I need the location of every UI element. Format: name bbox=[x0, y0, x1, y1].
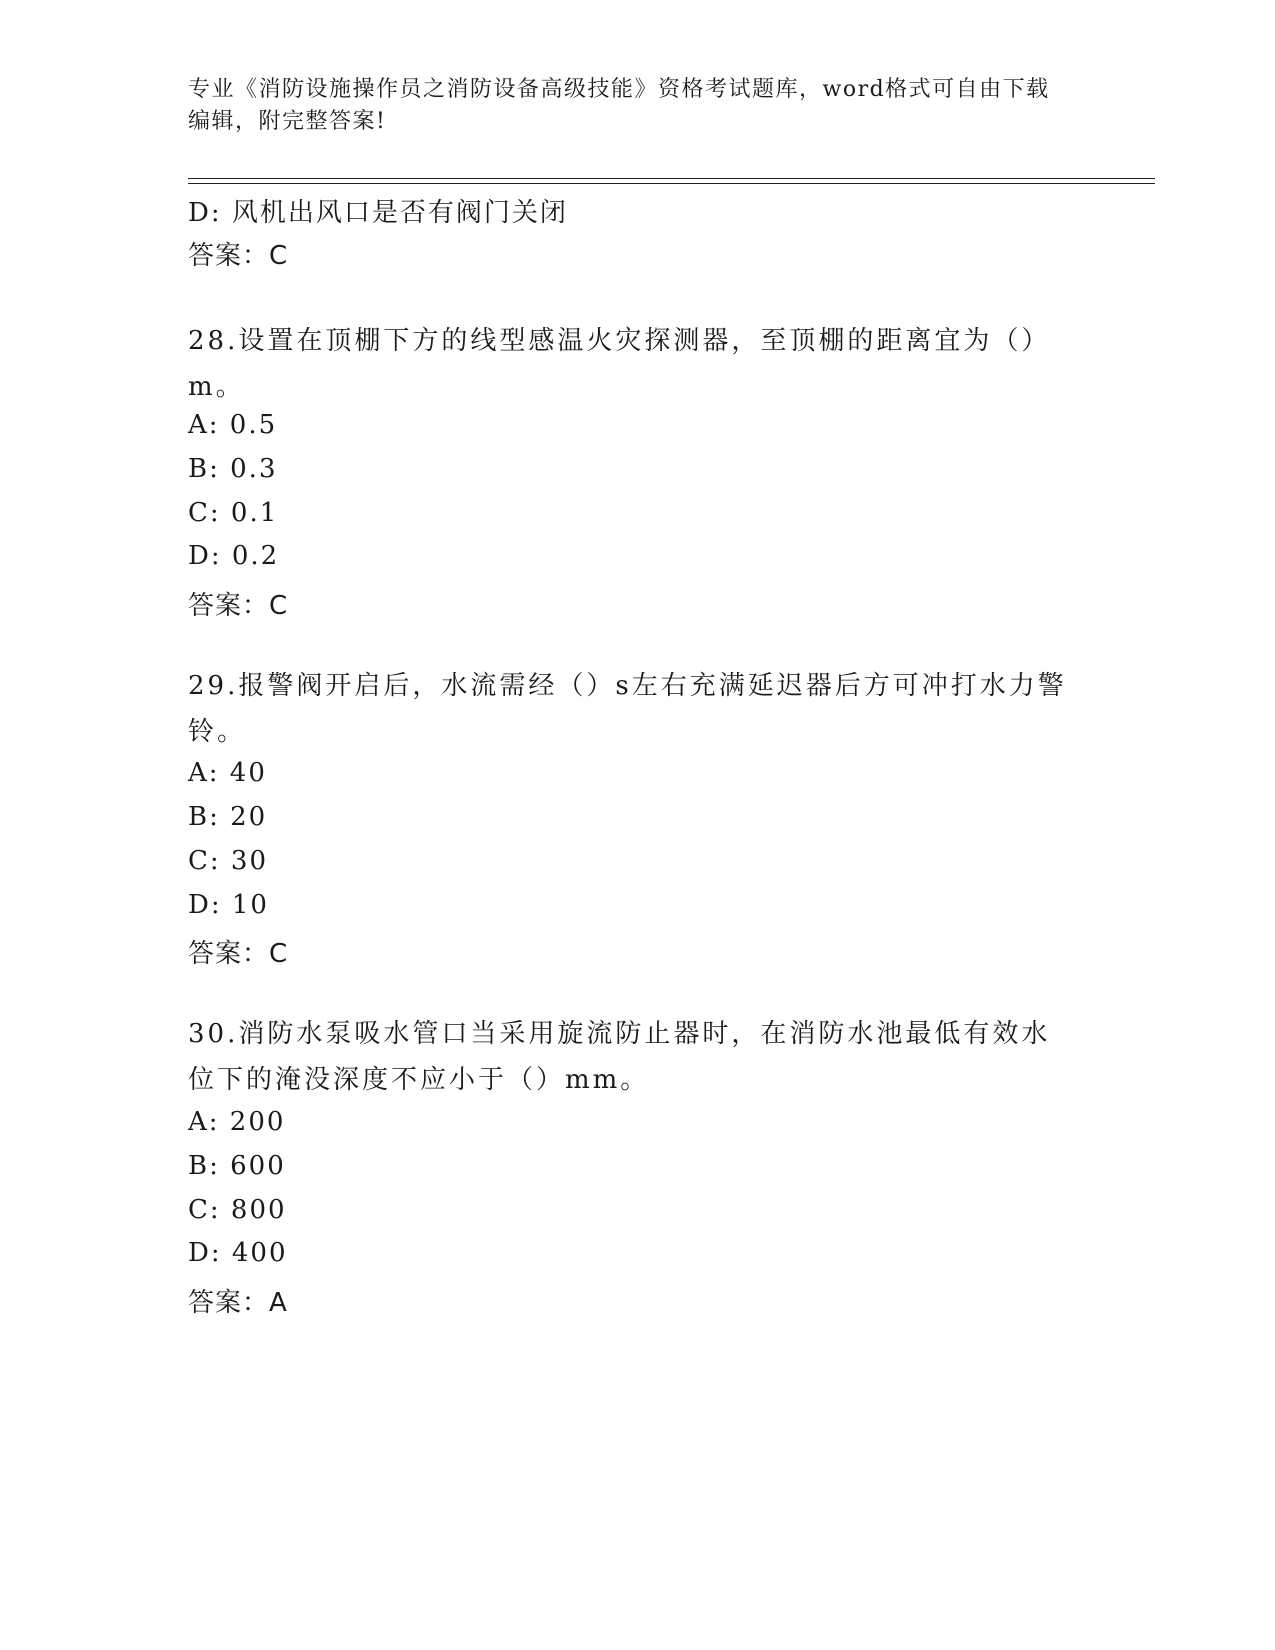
q28-answer: 答案：C bbox=[188, 591, 289, 621]
q28-stem: 28.设置在顶棚下方的线型感温火灾探测器，至顶棚的距离宜为（）m。 bbox=[188, 326, 1051, 402]
q30-answer: 答案：A bbox=[188, 1288, 288, 1318]
prev-answer: 答案：C bbox=[188, 241, 289, 271]
q30-stem: 30.消防水泵吸水管口当采用旋流防止器时，在消防水池最低有效水位下的淹没深度不应小于（）mm。 bbox=[188, 1019, 1051, 1095]
q30-option-b: B: 600 bbox=[188, 1151, 286, 1181]
q29-stem: 29.报警阀开启后，水流需经（）s左右充满延迟器后方可冲打水力警铃。 bbox=[188, 671, 1067, 747]
q30-option-d: D: 400 bbox=[188, 1238, 288, 1268]
q29-option-b: B: 20 bbox=[188, 802, 268, 832]
q30-option-a: A: 200 bbox=[188, 1107, 286, 1137]
header-rule-top bbox=[188, 178, 1155, 179]
q28-option-c: C: 0.1 bbox=[188, 498, 279, 528]
page-header: 专业《消防设施操作员之消防设备高级技能》资格考试题库，word格式可自由下载编辑，附完整答案! bbox=[188, 77, 1050, 134]
header-rule-bottom bbox=[188, 183, 1155, 184]
prev-option-d: D: 风机出风口是否有阀门关闭 bbox=[188, 198, 568, 228]
q28-option-a: A: 0.5 bbox=[188, 410, 278, 440]
q28-option-d: D: 0.2 bbox=[188, 541, 280, 571]
q29-answer: 答案：C bbox=[188, 939, 289, 969]
q29-option-a: A: 40 bbox=[188, 758, 267, 788]
q29-option-c: C: 30 bbox=[188, 846, 269, 876]
q28-option-b: B: 0.3 bbox=[188, 454, 278, 484]
q29-option-d: D: 10 bbox=[188, 890, 269, 920]
q30-option-c: C: 800 bbox=[188, 1195, 287, 1225]
